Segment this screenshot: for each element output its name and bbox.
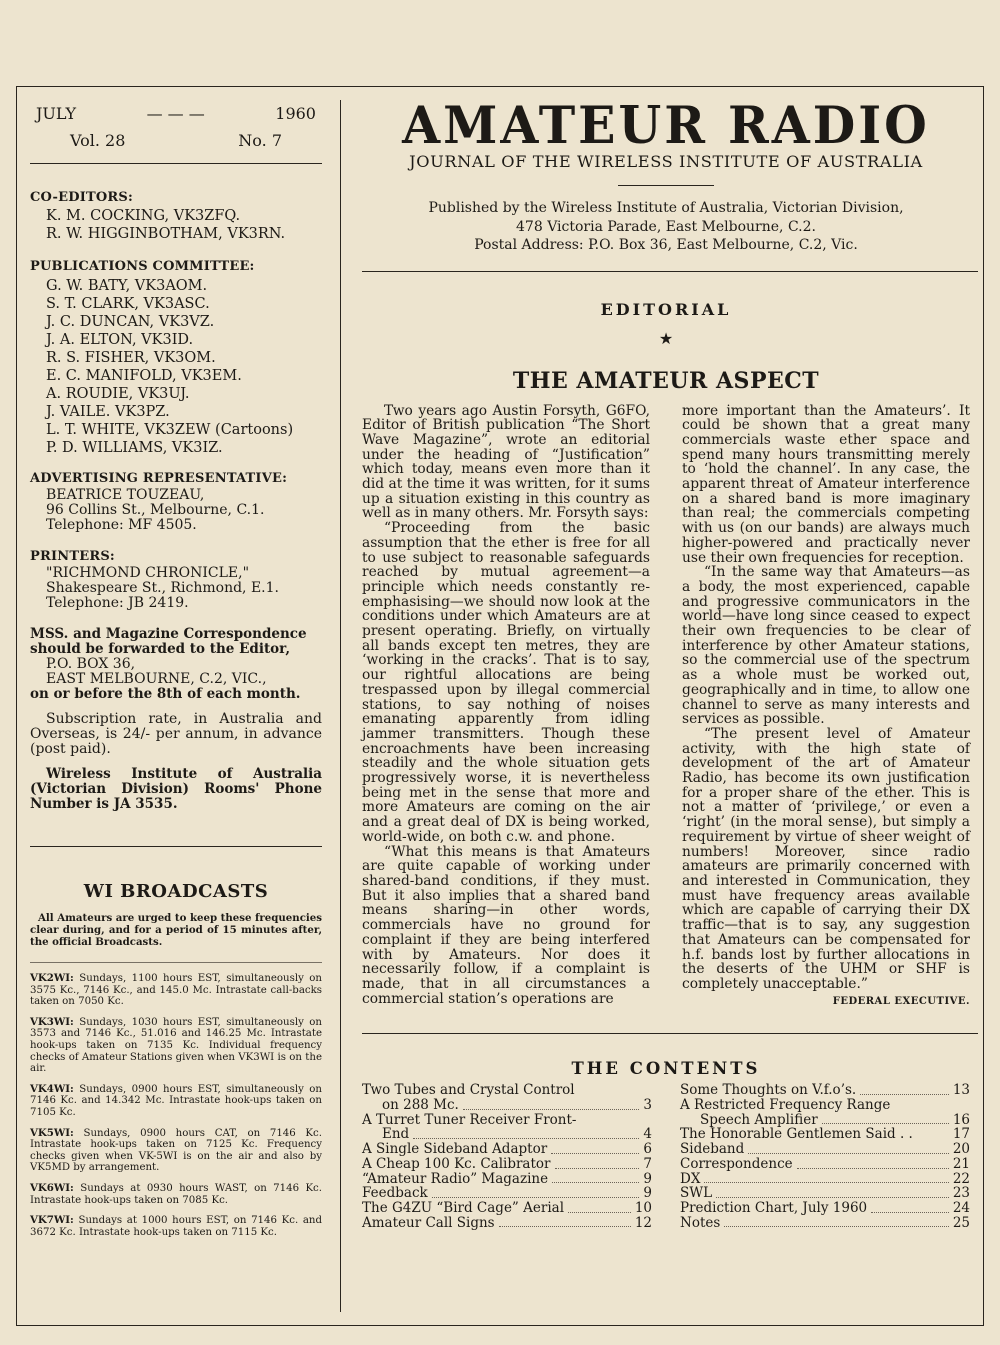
mss-line: EAST MELBOURNE, C.2, VIC., <box>46 671 267 687</box>
contents-item-page: 24 <box>952 1199 970 1216</box>
printers-line: Telephone: JB 2419. <box>46 595 189 611</box>
contents-item[interactable] <box>680 1201 970 1216</box>
contents-item-page: 10 <box>634 1199 652 1216</box>
broadcast-call: VK7WI: <box>30 1214 74 1227</box>
issue-volume: Vol. 28 <box>70 131 126 150</box>
broadcast-call: VK5WI: <box>30 1126 74 1139</box>
contents-item-title: Amateur Call Signs <box>362 1214 495 1231</box>
contents-item-title: The G4ZU “Bird Cage” Aerial <box>362 1199 565 1216</box>
phone-text: Wireless Institute of Australia (Victorian Division) Rooms' Phone Number is JA 3535. <box>30 766 322 812</box>
broadcast-call: VK2WI: <box>30 972 74 984</box>
coeditors-list <box>30 207 322 243</box>
advertising-line: BEATRICE TOUZEAU, <box>46 487 205 503</box>
contents-item[interactable] <box>362 1113 652 1142</box>
contents-item-title: Sideband <box>680 1141 745 1158</box>
contents-item-title: A Restricted Frequency Range <box>680 1097 891 1114</box>
issue-dashes: — — — <box>146 104 205 123</box>
contents-item-page: 7 <box>643 1155 652 1172</box>
contents-item[interactable] <box>680 1172 970 1187</box>
issue-number: No. 7 <box>238 131 282 150</box>
issue-month: JULY <box>36 104 77 123</box>
editorial-paragraph: “In the same way that Amateurs—as a body, the most experienced, capable and progressive communicators in the world—have long since ceased to expect their own frequencies to be clear of interference by other Amateur stations, so the commercial use of the spectrum as a whole must be worked out, geographically and in time, to allow one channel to serve as many interests and services as possible. <box>682 564 970 728</box>
publisher-line: Published by the Wireless Institute of Australia, Victorian Division, <box>428 200 904 216</box>
contents-item-page: 16 <box>952 1111 970 1128</box>
contents-item[interactable] <box>680 1216 970 1231</box>
broadcasts-title: WI BROADCASTS <box>83 881 269 902</box>
broadcast-call: VK3WI: <box>30 1015 74 1028</box>
printers-line: "RICHMOND CHRONICLE," <box>46 565 250 581</box>
broadcast-item <box>30 973 322 1008</box>
contents-item[interactable] <box>362 1083 652 1112</box>
committee-name: J. VAILE. VK3PZ. <box>46 404 170 420</box>
contents-item-page: 13 <box>952 1082 970 1099</box>
issue-date-row <box>30 100 322 123</box>
broadcast-item <box>30 1215 322 1238</box>
contents-column-left <box>362 1083 652 1230</box>
contents-item-page: 6 <box>643 1141 652 1158</box>
committee-list <box>30 277 322 457</box>
contents-item-title-cont: on 288 Mc. <box>382 1097 459 1114</box>
contents-item[interactable] <box>680 1127 970 1142</box>
divider <box>362 1033 978 1034</box>
publisher-line: 478 Victoria Parade, East Melbourne, C.2. <box>516 218 816 235</box>
committee-name: R. S. FISHER, VK3OM. <box>46 350 216 366</box>
contents-item-title-cont: Speech Amplifier <box>700 1111 818 1128</box>
committee-name: L. T. WHITE, VK3ZEW (Cartoons) <box>46 422 294 438</box>
contents-item-title: The Honorable Gentlemen Said . . <box>680 1126 913 1143</box>
editorial-signature: FEDERAL EXECUTIVE. <box>832 995 970 1007</box>
main-content <box>362 96 970 1316</box>
contents-item-title: SWL <box>680 1185 713 1202</box>
contents-title: THE CONTENTS <box>571 1059 761 1079</box>
contents-table <box>362 1083 970 1230</box>
star-icon: ★ <box>658 328 674 348</box>
contents-item-title: Notes <box>680 1214 721 1231</box>
contents-item-page: 17 <box>952 1126 970 1143</box>
contents-item-title: A Cheap 100 Kc. Calibrator <box>362 1155 551 1172</box>
column-divider <box>340 100 341 1312</box>
contents-item-page: 22 <box>952 1170 970 1187</box>
editorial-label: EDITORIAL <box>600 299 732 319</box>
contents-item[interactable] <box>362 1201 652 1216</box>
editorial-body <box>362 404 970 1010</box>
contents-item-title: “Amateur Radio” Magazine <box>362 1170 549 1187</box>
contents-item-page: 9 <box>643 1185 652 1202</box>
contents-item-title: Correspondence <box>680 1155 793 1172</box>
broadcast-text: Sundays, 1100 hours EST, simultaneously on 3575 Kc., 7146 Kc., and 145.0 Mc. Intrastate call-backs taken on 7050 Kc. <box>30 973 322 1008</box>
editorial-column-2 <box>682 404 970 1010</box>
broadcasts-intro: All Amateurs are urged to keep these frequencies clear during, and for a period of 15 minutes after, the official Broadcasts. <box>30 912 322 948</box>
coeditor-name: K. M. COCKING, VK3ZFQ. <box>46 208 241 224</box>
divider <box>30 163 322 164</box>
broadcast-text: Sundays at 0930 hours WAST, on 7146 Kc. Intrastate hook-ups taken on 7085 Kc. <box>30 1182 322 1206</box>
mss-line: should be forwarded to the Editor, <box>30 641 291 657</box>
contents-item-title: Some Thoughts on V.f.o’s. <box>680 1082 857 1099</box>
printers-label: PRINTERS: <box>30 549 115 564</box>
broadcast-text: Sundays, 1030 hours EST, simultaneously on 3573 and 7146 Kc., 51.016 and 146.25 Mc. Intrastate hook-ups taken on 7135 Kc. Individual frequency checks of Amateur Stations given when VK3WI is on the air. <box>30 1016 322 1075</box>
contents-item[interactable] <box>680 1083 970 1098</box>
issue-volume-row <box>30 123 322 150</box>
divider <box>30 962 322 963</box>
committee-name: A. ROUDIE, VK3UJ. <box>46 386 190 402</box>
advertising-block <box>30 488 322 533</box>
broadcast-call: VK6WI: <box>30 1181 74 1194</box>
contents-item[interactable] <box>362 1186 652 1201</box>
committee-name: J. C. DUNCAN, VK3VZ. <box>46 314 215 330</box>
committee-label: PUBLICATIONS COMMITTEE: <box>30 259 255 274</box>
issue-year: 1960 <box>275 104 316 123</box>
contents-item-page: 3 <box>643 1097 652 1114</box>
committee-name: J. A. ELTON, VK3ID. <box>46 332 194 348</box>
contents-item-page: 20 <box>952 1141 970 1158</box>
editorial-paragraph: “What this means is that Amateurs are quite capable of working under shared-band conditions, if they must. But it also implies that a shared band means sharing—in other words, commercials have no ground for complaint if they are being interfered with by Amateurs. Nor does it necessarily follow, if a complaint is made, that in all circumstances a commercial station’s operations are <box>362 843 650 1007</box>
mss-line: on or before the 8th of each month. <box>30 686 301 702</box>
coeditor-name: R. W. HIGGINBOTHAM, VK3RN. <box>46 226 286 242</box>
coeditors-label: CO-EDITORS: <box>30 190 133 205</box>
publisher-block <box>362 199 970 255</box>
divider <box>30 846 322 847</box>
editorial-paragraph: “Proceeding from the basic assumption that the ether is free for all to use subject to reasonable safeguards reached by mutual agreement—a principle which needs constantly re-emphasising—we should now look at the conditions under which Amateurs are at present operating. Briefly, on virtually all bands except ten metres, they are ‘working in the cracks’. That is to say, our rightful allocations are being trespassed upon by illegal commercial stations, to say nothing of noises emanating apparently from idling jammer transmitters. Though these encroachments have been increasing steadily and the whole situation gets progressively worse, it is nevertheless being met in the sense that more and more Amateurs are coming on the air and a great deal of DX is being worked, world-wide, on both c.w. and phone. <box>362 520 650 845</box>
contents-item-page: 12 <box>634 1214 652 1231</box>
contents-item-title: Two Tubes and Crystal Control <box>362 1082 575 1099</box>
mss-line: MSS. and Magazine Correspondence <box>30 626 307 642</box>
broadcast-item <box>30 1017 322 1075</box>
committee-name: G. W. BATY, VK3AOM. <box>46 278 208 294</box>
contents-item-page: 23 <box>952 1185 970 1202</box>
printers-line: Shakespeare St., Richmond, E.1. <box>46 580 279 596</box>
broadcast-item <box>30 1084 322 1119</box>
divider <box>618 185 714 186</box>
broadcast-text: Sundays at 1000 hours EST, on 7146 Kc. and 3672 Kc. Intrastate hook-ups taken on 7115 Kc. <box>30 1215 322 1238</box>
divider <box>362 271 978 272</box>
contents-item[interactable] <box>680 1142 970 1157</box>
contents-item-page: 4 <box>643 1126 652 1143</box>
broadcast-item <box>30 1128 322 1174</box>
editorial-headline: THE AMATEUR ASPECT <box>512 367 820 394</box>
masthead-sidebar <box>30 100 322 1310</box>
contents-item[interactable] <box>362 1172 652 1187</box>
advertising-line: Telephone: MF 4505. <box>46 517 197 533</box>
contents-item-title-cont: End <box>382 1126 410 1143</box>
contents-item[interactable] <box>680 1098 970 1127</box>
contents-item-title: DX <box>680 1170 701 1187</box>
magazine-title: AMATEUR RADIO <box>402 94 930 156</box>
contents-column-right <box>680 1083 970 1230</box>
broadcast-text: Sundays, 0900 hours EST, simultaneously on 7146 Kc. and 14.342 Mc. Intrastate hook-ups taken on 7105 Kc. <box>30 1083 322 1118</box>
editorial-paragraph: “The present level of Amateur activity, with the high state of development of the art of Amateur Radio, has become its own justification for a proper share of the ether. This is not a matter of ‘privilege,’ or even a ‘right’ (in the moral sense), but simply a requirement by virtue of sheer weight of numbers! Moreover, since radio amateurs are primarily concerned with and interested in Communication, they must have frequency areas available which are capable of carrying their DX traffic—that is to say, any suggestion that Amateurs can be compensated for h.f. bands lost by further allocations in the deserts of the UHM or SHF is completely unacceptable.” <box>682 725 970 992</box>
contents-item-title: Feedback <box>362 1185 428 1202</box>
contents-item[interactable] <box>362 1157 652 1172</box>
broadcasts-list <box>30 973 322 1238</box>
contents-item-title: Prediction Chart, July 1960 <box>680 1199 868 1216</box>
editorial-column-1 <box>362 404 650 1010</box>
editorial-paragraph: Two years ago Austin Forsyth, G6FO, Editor of British publication “The Short Wave Magazine”, wrote an editorial under the heading of “Justification” which today, means even more than it did at the time it was written, for it sums up a situation existing in this country as well as in many others. Mr. Forsyth says: <box>362 402 650 522</box>
broadcast-text: Sundays, 0900 hours CAT, on 7146 Kc. Intrastate hook-ups taken on 7125 Kc. Frequency checks given when VK-5WI is on the air and also by VK5MD by arrangement. <box>30 1127 322 1174</box>
broadcast-call: VK4WI: <box>30 1082 74 1095</box>
contents-item-title: A Single Sideband Adaptor <box>362 1141 548 1158</box>
contents-item-page: 21 <box>952 1155 970 1172</box>
committee-name: E. C. MANIFOLD, VK3EM. <box>46 368 242 384</box>
committee-name: P. D. WILLIAMS, VK3IZ. <box>46 440 223 456</box>
contents-item[interactable] <box>680 1157 970 1172</box>
advertising-label: ADVERTISING REPRESENTATIVE: <box>30 471 288 486</box>
contents-item[interactable] <box>680 1186 970 1201</box>
mss-line: P.O. BOX 36, <box>46 656 136 672</box>
printers-block <box>30 566 322 611</box>
broadcast-item <box>30 1183 322 1206</box>
advertising-line: 96 Collins St., Melbourne, C.1. <box>46 502 265 518</box>
contents-item[interactable] <box>362 1142 652 1157</box>
committee-name: S. T. CLARK, VK3ASC. <box>46 296 210 312</box>
contents-item[interactable] <box>362 1216 652 1231</box>
publisher-line: Postal Address: P.O. Box 36, East Melbourne, C.2, Vic. <box>474 237 858 253</box>
editorial-paragraph: more important than the Amateurs’. It could be shown that a great many commercials waste ether space and spend many hours transmitting merely to ‘hold the channel’. In any case, the apparent threat of Amateur interference on a shared band is more imaginary than real; the commercials competing with us (on our bands) are always much higher-powered and practically never use their own frequencies for reception. <box>682 402 970 566</box>
contents-item-page: 25 <box>952 1214 970 1231</box>
mss-block <box>30 627 322 702</box>
magazine-subtitle: JOURNAL OF THE WIRELESS INSTITUTE OF AUSTRALIA <box>409 152 923 171</box>
contents-item-page: 9 <box>643 1170 652 1187</box>
contents-item-title: A Turret Tuner Receiver Front- <box>362 1111 577 1128</box>
subscription-text: Subscription rate, in Australia and Overseas, is 24/- per annum, in advance (post paid). <box>30 711 322 757</box>
